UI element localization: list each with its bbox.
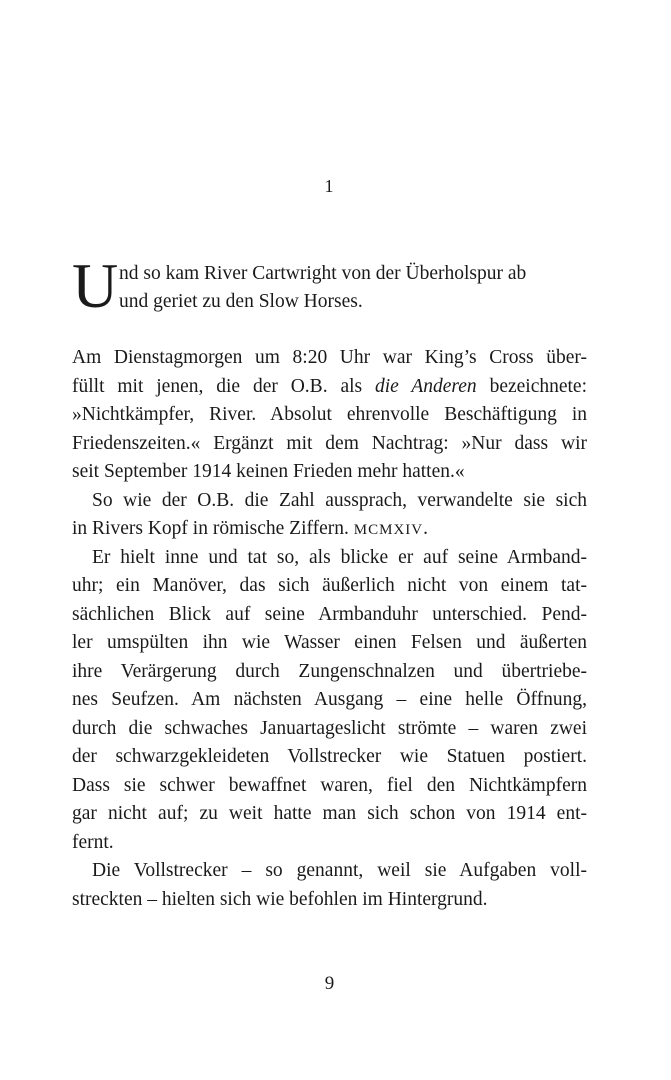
text-segment: sächlichen Blick auf seine Armbanduhr unterschied. Pend- [72,603,587,625]
text-segment: nes Seufzen. Am nächsten Ausgang – eine helle Öffnung, [72,689,587,710]
chapter-number: 1 [324,176,335,196]
text-segment: ihre Verärgerung durch Zungenschnalzen und übertriebe- [72,660,587,682]
text-segment: Am Dienstagmorgen um 8:20 Uhr war King’s Cross über- [72,347,587,368]
book-page [72,0,587,1080]
text-line [72,629,587,658]
text-line [72,686,587,715]
text-line [72,515,587,544]
paragraph [72,544,587,858]
text-line [72,772,587,801]
text-line [72,857,587,886]
text-line [72,458,587,487]
text-line [72,373,587,402]
text-segment: in Rivers Kopf in römische Ziffern. [72,518,354,539]
text-line [72,715,587,744]
text-segment: Friedenszeiten.« Ergänzt mit dem Nachtrag: »Nur dass wir [72,432,587,454]
opening-line: und geriet zu den Slow Horses. [119,291,363,312]
text-segment: gar nicht auf; zu weit hatte man sich schon von 1914 ent- [72,803,587,824]
text-segment: streckten – hielten sich wie befohlen im Hintergrund. [72,888,488,910]
text-line [72,430,587,459]
paragraph [72,857,587,914]
text-segment: »Nichtkämpfer, River. Absolut ehrenvolle Beschäftigung in [72,404,587,425]
text-segment: uhr; ein Manöver, das sich äußerlich nicht von einem tat- [72,575,587,596]
text-line [72,743,587,772]
text-line [72,572,587,601]
opening-paragraph [72,250,587,321]
text-line [72,886,587,915]
text-line [72,401,587,430]
text-line [72,800,587,829]
text-segment: durch die schwaches Januartageslicht strömte – waren zwei [72,717,587,739]
text-segment: Dass sie schwer bewaffnet waren, fiel den Nichtkämpfern [72,774,587,796]
text-segment: der schwarzgekleideten Vollstrecker wie Statuen postiert. [72,746,587,767]
text-line [72,658,587,687]
text-segment: bezeichnete: [476,375,588,397]
opening-line: nd so kam River Cartwright von der Überholspur ab [119,263,527,284]
body-text [72,344,587,914]
page-number: 9 [324,973,335,994]
text-segment: So wie der O.B. die Zahl aussprach, verwandelte sie sich [92,489,587,511]
text-line [72,544,587,573]
drop-cap: U [72,250,119,321]
paragraph [72,487,587,544]
text-segment: ler umspülten ihn wie Wasser einen Felsen und äußerten [72,632,587,653]
text-segment: füllt mit jenen, die der O.B. als [72,375,375,397]
text-segment: seit September 1914 keinen Frieden mehr hatten.« [72,461,465,482]
text-segment: Die Vollstrecker – so genannt, weil sie Aufgaben voll- [92,860,587,881]
text-segment: die Anderen [375,375,477,397]
text-segment: fernt. [72,831,114,853]
text-segment: Er hielt inne und tat so, als blicke er auf seine Armband- [92,546,587,568]
text-line [72,601,587,630]
text-segment: MCMXIV [353,522,424,538]
paragraph [72,344,587,487]
text-line [72,829,587,858]
text-line [72,344,587,373]
text-line [72,487,587,516]
text-segment: . [423,518,429,539]
